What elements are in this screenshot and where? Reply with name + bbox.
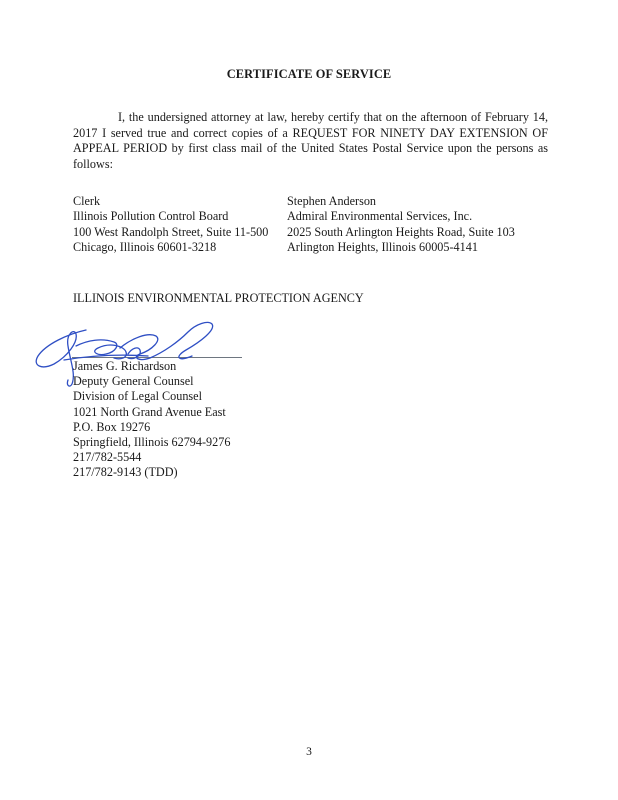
certification-paragraph: I, the undersigned attorney at law, hereby certify that on the afternoon of February 14, 2017 I served true and correct copies of a REQUEST FOR NINETY DAY EXTENSION OF APPEAL PERIOD by first class mail of the United States Postal Service upon the persons as follows: <box>73 110 548 171</box>
recipient-line: Illinois Pollution Control Board <box>73 209 229 224</box>
signer-address: 1021 North Grand Avenue East <box>73 404 226 419</box>
recipient-line: Admiral Environmental Services, Inc. <box>287 209 473 224</box>
signer-division: Division of Legal Counsel <box>73 389 202 404</box>
document-title: CERTIFICATE OF SERVICE <box>226 67 392 81</box>
signer-tdd: 217/782-9143 (TDD) <box>73 465 178 480</box>
recipient-line: 2025 South Arlington Heights Road, Suite 103 <box>287 224 515 239</box>
recipient-line: Chicago, Illinois 60601-3218 <box>73 239 217 254</box>
recipient-line: Arlington Heights, Illinois 60005-4141 <box>287 239 478 254</box>
page-number: 3 <box>306 746 312 758</box>
recipient-block-clerk <box>73 194 278 255</box>
signer-title: Deputy General Counsel <box>73 374 194 389</box>
signer-phone: 217/782-5544 <box>73 450 142 465</box>
signer-po-box: P.O. Box 19276 <box>73 419 151 434</box>
recipient-line: Stephen Anderson <box>287 194 377 208</box>
recipient-line: 100 West Randolph Street, Suite 11-500 <box>73 224 269 239</box>
recipient-line: Clerk <box>73 194 101 208</box>
signer-name: James G. Richardson <box>73 359 177 373</box>
recipient-block-anderson <box>287 194 557 255</box>
agency-name: ILLINOIS ENVIRONMENTAL PROTECTION AGENCY <box>73 291 364 305</box>
signer-city: Springfield, Illinois 62794-9276 <box>73 435 231 450</box>
signer-block <box>73 359 230 481</box>
